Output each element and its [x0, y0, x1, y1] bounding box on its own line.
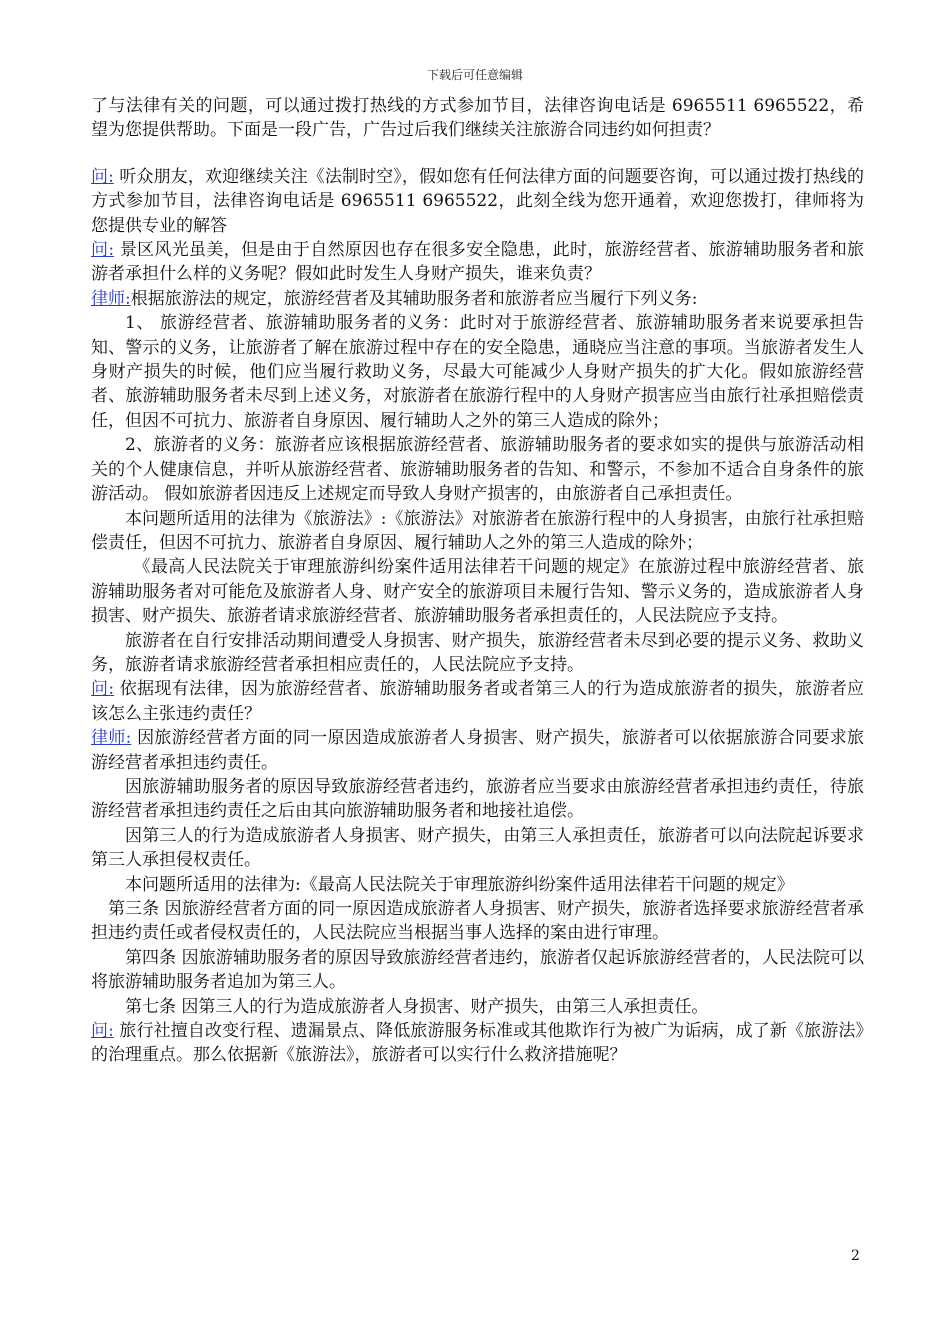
question-paragraph: 问: 景区风光虽美，但是由于自然原因也存在很多安全隐患，此时，旅游经营者、旅游辅助服务者和旅游者承担什么样的义务呢？假如此时发生人身财产损失，谁来负责？ [91, 240, 865, 285]
paragraph: 1、 旅游经营者、旅游辅助服务者的义务：此时对于旅游经营者、旅游辅助服务者来说要承担告知、警示的义务，让旅游者了解在旅游过程中存在的安全隐患，通晓应当注意的事项。当旅游者发生人身财产损失的时候，他们应当履行救助义务，尽最大可能减少人身财产损失的扩大化。假如旅游经营者、旅游辅助服务者未尽到上述义务，对旅游者在旅游行程中的人身财产损害应当由旅行社承担赔偿责任，但因不可抗力、旅游者自身原因、履行辅助人之外的第三人造成的除外； [91, 313, 864, 431]
paragraph: 因第三人的行为造成旅游者人身损害、财产损失，由第三人承担责任，旅游者可以向法院起诉要求第三人承担侵权责任。 [91, 825, 864, 871]
lawyer-paragraph: 律师:根据旅游法的规定，旅游经营者及其辅助服务者和旅游者应当履行下列义务: [91, 288, 698, 309]
paragraph: 第七条 因第三人的行为造成旅游者人身损害、财产损失，由第三人承担责任。 [125, 996, 709, 1017]
paragraph: 第三条 因旅游经营者方面的同一原因造成旅游者人身损害、财产损失，旅游者选择要求旅游经营者承担违约责任或者侵权责任的，人民法院应当根据当事人选择的案由进行审理。 [91, 899, 864, 944]
paragraph: 因旅游辅助服务者的原因导致旅游经营者违约，旅游者应当要求由旅游经营者承担违约责任，待旅游经营者承担违约责任之后由其向旅游辅助服务者和地接社追偿。 [91, 776, 864, 822]
page-number: 2 [851, 1248, 860, 1264]
paragraph: 旅游者在自行安排活动期间遭受人身损害、财产损失，旅游经营者未尽到必要的提示义务、救助义务，旅游者请求旅游经营者承担相应责任的，人民法院应予支持。 [91, 630, 864, 675]
document-body [91, 94, 864, 1068]
spacer [91, 143, 864, 165]
lawyer-paragraph: 律师: 因旅游经营者方面的同一原因造成旅游者人身损害、财产损失，旅游者可以依据旅游合同要求旅游经营者承担违约责任。 [91, 728, 865, 773]
speaker-label: 律师: [91, 728, 132, 749]
paragraph: 2、旅游者的义务：旅游者应该根据旅游经营者、旅游辅助服务者的要求如实的提供与旅游活动相关的个人健康信息，并听从旅游经营者、旅游辅助服务者的告知、和警示，不参加不适合自身条件的旅游活动。 假如旅游者因违反上述规定而导致人身财产损害的，由旅游者自己承担责任。 [91, 435, 864, 505]
paragraph: 本问题所适用的法律为《旅游法》:《旅游法》对旅游者在旅游行程中的人身损害，由旅行社承担赔偿责任，但因不可抗力、旅游者自身原因、履行辅助人之外的第三人造成的除外； [91, 508, 864, 553]
speaker-label: 问: [91, 679, 115, 700]
speaker-label: 问: [91, 240, 115, 261]
paragraph: 《最高人民法院关于审理旅游纠纷案件适用法律若干问题的规定》在旅游过程中旅游经营者、旅游辅助服务者对可能危及旅游者人身、财产安全的旅游项目未履行告知、警示义务的，造成旅游者人身损害、财产损失、旅游者请求旅游经营者、旅游辅助服务者承担责任的，人民法院应予支持。 [91, 557, 864, 627]
paragraph: 了与法律有关的问题，可以通过拨打热线的方式参加节目，法律咨询电话是 6965511 6965522，希望为您提供帮助。下面是一段广告，广告过后我们继续关注旅游合同违约如何担责？ [91, 96, 864, 141]
question-paragraph: 问: 听众朋友，欢迎继续关注《法制时空》，假如您有任何法律方面的问题要咨询，可以通过拨打热线的方式参加节目，法律咨询电话是 6965511 6965522，此刻全线为您开通着，欢迎您拨打，律师将为您提供专业的解答 [91, 166, 865, 236]
question-paragraph: 问: 依据现有法律，因为旅游经营者、旅游辅助服务者或者第三人的行为造成旅游者的损失，旅游者应该怎么主张违约责任？ [91, 679, 865, 724]
speaker-label: 问: [91, 1021, 114, 1042]
speaker-label: 律师: [91, 288, 131, 309]
paragraph: 本问题所适用的法律为:《最高人民法院关于审理旅游纠纷案件适用法律若干问题的规定》 [125, 874, 794, 895]
speaker-label: 问: [91, 166, 114, 187]
paragraph: 第四条 因旅游辅助服务者的原因导致旅游经营者违约，旅游者仅起诉旅游经营者的，人民法院可以将旅游辅助服务者追加为第三人。 [91, 947, 864, 993]
question-paragraph: 问: 旅行社擅自改变行程、遗漏景点、降低旅游服务标准或其他欺诈行为被广为诟病，成了新《旅游法》的治理重点。那么依据新《旅游法》，旅游者可以实行什么救济措施呢？ [91, 1021, 865, 1066]
download-note: 下载后可任意编辑 [426, 68, 523, 82]
